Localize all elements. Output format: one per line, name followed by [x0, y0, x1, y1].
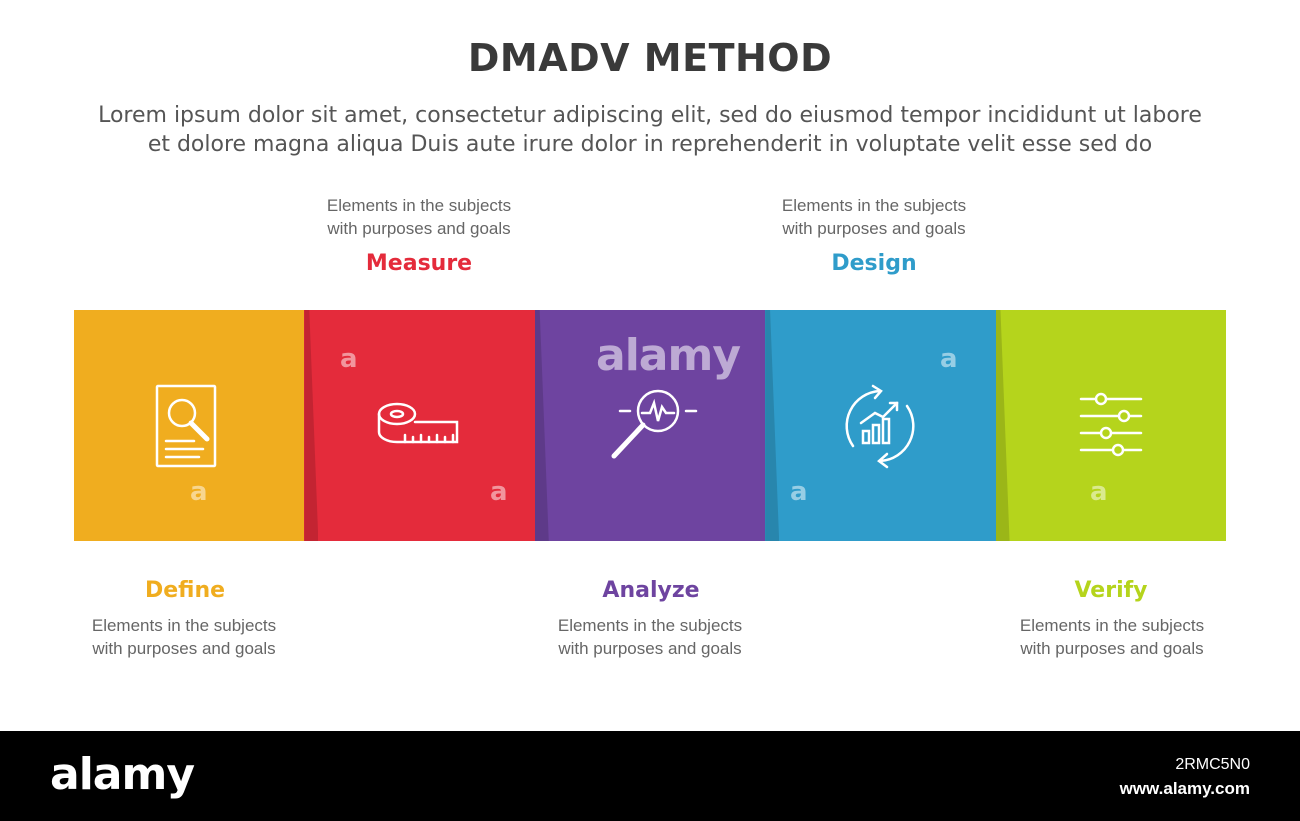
step-desc-verify: Elements in the subjects with purposes and goals — [1019, 616, 1205, 658]
subtitle-line-1: Lorem ipsum dolor sit amet, consectetur adipiscing elit, sed do eiusmod tempor incididunt ut labore — [98, 103, 1202, 128]
step-label-measure: Measure — [365, 251, 473, 276]
watermark-mark: a — [340, 344, 358, 374]
watermark-mark: a — [940, 344, 958, 374]
document-search-icon — [149, 381, 229, 471]
step-label-analyze: Analyze — [602, 578, 700, 603]
watermark-mark: a — [790, 477, 808, 507]
growth-cycle-icon — [835, 381, 925, 471]
box-shadow — [304, 310, 318, 541]
footer-logo: alamy — [50, 749, 194, 800]
step-label-define: Define — [144, 578, 226, 603]
subtitle-line-2: et dolore magna aliqua Duis aute irure dolor in reprehenderit in voluptate velit esse sed do — [147, 132, 1153, 157]
box-shadow — [535, 310, 549, 541]
magnifier-chart-icon — [600, 381, 700, 471]
step-desc-measure: Elements in the subjects with purposes and goals — [326, 196, 512, 238]
footer-bar — [0, 731, 1300, 821]
step-box-verify — [996, 310, 1226, 541]
watermark-logo: alamy — [596, 330, 740, 381]
watermark-mark: a — [1090, 477, 1108, 507]
step-desc-analyze: Elements in the subjects with purposes and goals — [557, 616, 743, 658]
step-label-verify: Verify — [1074, 578, 1148, 603]
step-desc-define: Elements in the subjects with purposes and goals — [91, 616, 277, 658]
box-shadow — [765, 310, 779, 541]
watermark-mark: a — [190, 477, 208, 507]
box-shadow — [996, 310, 1010, 541]
page-subtitle — [50, 101, 1250, 159]
watermark-mark: a — [490, 477, 508, 507]
step-label-design: Design — [831, 251, 917, 276]
page-title: DMADV METHOD — [467, 36, 833, 80]
step-desc-design: Elements in the subjects with purposes and goals — [781, 196, 967, 238]
sliders-icon — [1076, 391, 1146, 461]
measuring-tape-icon — [375, 396, 465, 456]
footer-info — [1120, 753, 1250, 801]
image-id: 2RMC5N0 — [1175, 756, 1250, 773]
site-url[interactable]: www.alamy.com — [1119, 779, 1250, 798]
